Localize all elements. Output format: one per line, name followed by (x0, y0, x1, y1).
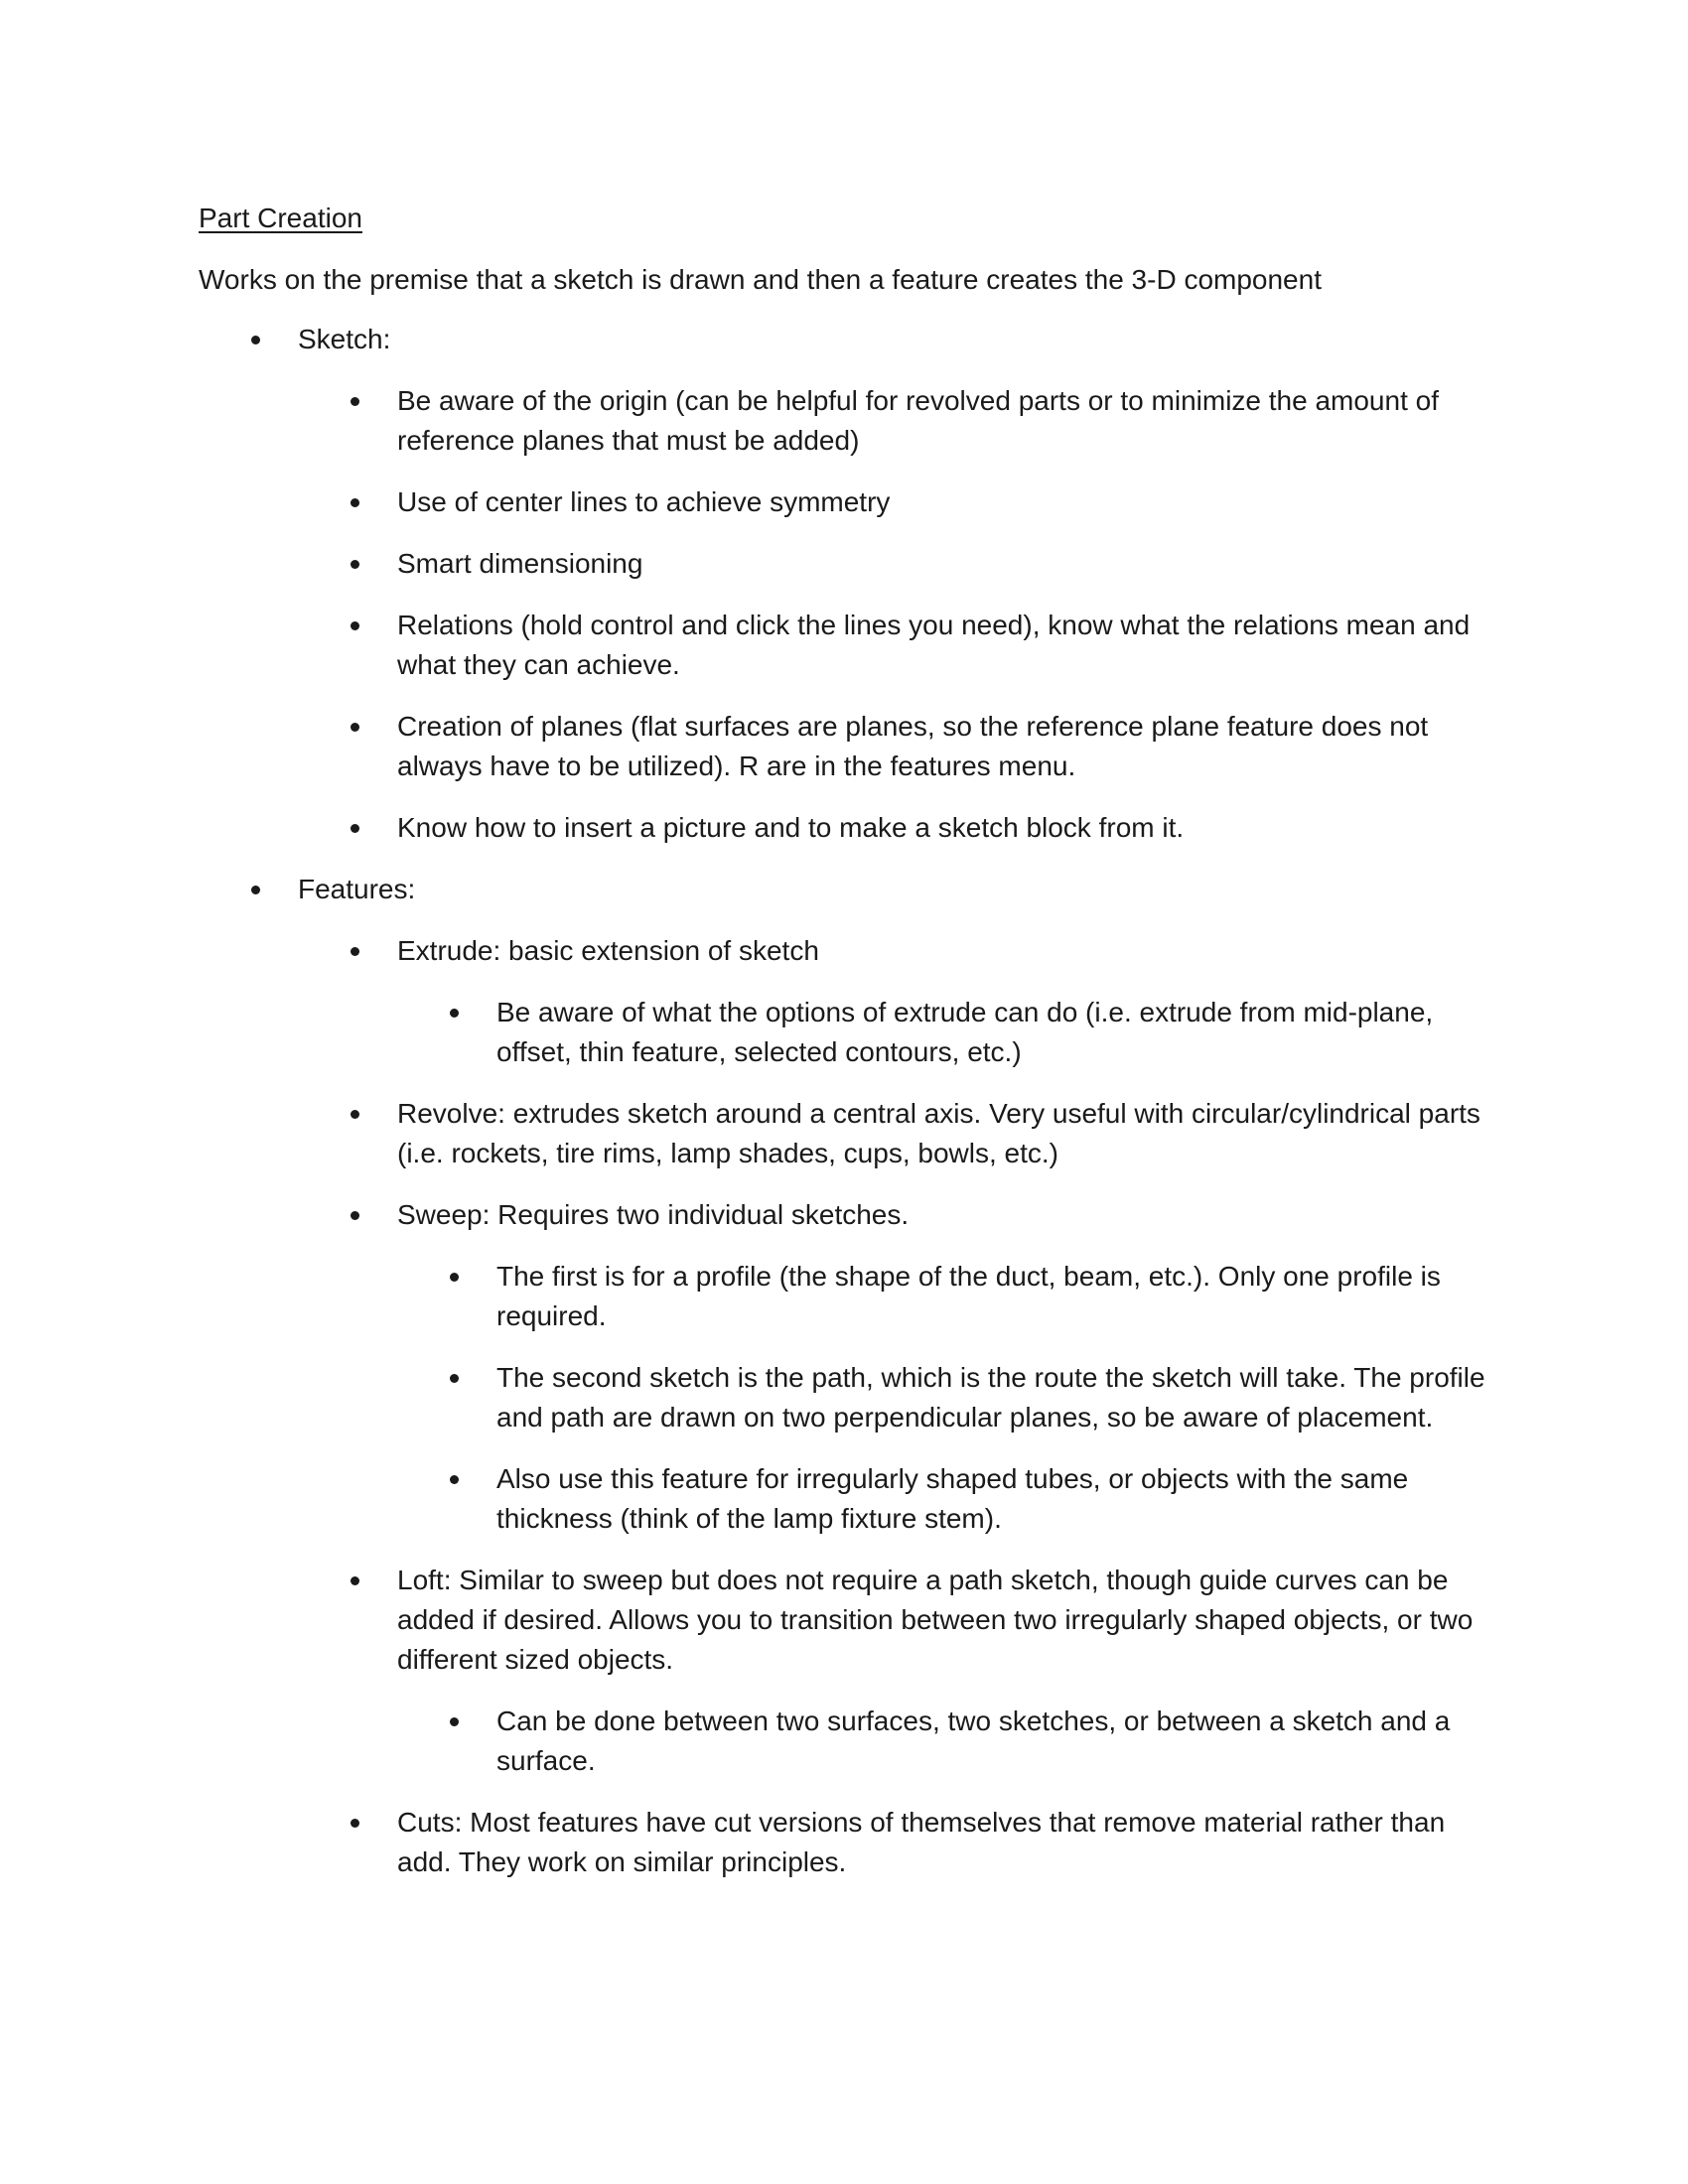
list-item-sketch (298, 320, 1489, 359)
bullet-icon (351, 723, 359, 732)
list-item-text: Cuts: Most features have cut versions of themselves that remove material rather than add. They work on similar principles. (397, 1807, 1446, 1877)
list-item-text: Use of center lines to achieve symmetry (397, 486, 891, 517)
bullet-icon (351, 621, 359, 630)
list-item-text: Be aware of what the options of extrude can do (i.e. extrude from mid-plane, offset, thin feature, selected contours, etc.) (496, 997, 1434, 1067)
bullet-icon (351, 824, 359, 833)
list-item-features (298, 870, 1489, 909)
bullet-icon (351, 1576, 359, 1585)
list-item-sketch-origin (397, 381, 1499, 461)
list-item-cuts (397, 1803, 1499, 1882)
bullet-icon (351, 1819, 359, 1828)
bullet-icon (351, 498, 359, 507)
list-item-text: Be aware of the origin (can be helpful for revolved parts or to minimize the amount of reference planes that must be added) (397, 385, 1439, 456)
list-item-extrude (397, 931, 1499, 971)
list-item-text: Relations (hold control and click the lines you need), know what the relations mean and what they can achieve. (397, 610, 1471, 680)
list-item-text: The second sketch is the path, which is the route the sketch will take. The profile and path are drawn on two perpendicular planes, so be aware of placement. (496, 1362, 1485, 1433)
list-item-label: Sketch: (298, 324, 391, 354)
bullet-icon (251, 336, 260, 344)
list-item-sweep-profile (496, 1257, 1499, 1336)
bullet-icon (450, 1374, 459, 1383)
list-item-revolve (397, 1094, 1499, 1173)
list-item-sketch-dimensioning (397, 544, 1499, 584)
list-item-sketch-planes (397, 707, 1499, 786)
list-item-sketch-picture (397, 808, 1499, 848)
bullet-icon (351, 397, 359, 406)
list-item-text: Sweep: Requires two individual sketches. (397, 1199, 910, 1230)
bullet-icon (251, 886, 260, 894)
bullet-icon (351, 560, 359, 569)
bullet-icon (450, 1717, 459, 1726)
list-item-text: Loft: Similar to sweep but does not require a path sketch, though guide curves can be added if desired. Allows you to transition between two irregularly shaped objects, or two different sized objects. (397, 1565, 1474, 1675)
list-item-text: Smart dimensioning (397, 548, 643, 579)
bullet-icon (450, 1009, 459, 1018)
list-item-sketch-relations (397, 606, 1499, 685)
list-item-sweep-path (496, 1358, 1499, 1437)
list-item-text: Creation of planes (flat surfaces are planes, so the reference plane feature does not always have to be utilized). R are in the features menu. (397, 711, 1429, 781)
bullet-icon (450, 1273, 459, 1282)
list-item-text: Know how to insert a picture and to make a sketch block from it. (397, 812, 1185, 843)
section-heading: Part Creation (199, 203, 362, 233)
intro-paragraph: Works on the premise that a sketch is drawn and then a feature creates the 3-D component (199, 264, 1322, 295)
list-item-sweep (397, 1195, 1499, 1235)
list-item-loft-surfaces (496, 1702, 1499, 1781)
list-item-loft (397, 1561, 1499, 1680)
list-item-sketch-centerlines (397, 482, 1499, 522)
bullet-icon (450, 1475, 459, 1484)
list-item-extrude-options (496, 993, 1499, 1072)
bullet-icon (351, 947, 359, 956)
list-item-label: Features: (298, 874, 416, 904)
bullet-icon (351, 1110, 359, 1119)
list-item-text: Also use this feature for irregularly shaped tubes, or objects with the same thickness (think of the lamp fixture stem). (496, 1463, 1409, 1534)
list-item-text: The first is for a profile (the shape of the duct, beam, etc.). Only one profile is required. (496, 1261, 1441, 1331)
list-item-text: Can be done between two surfaces, two sketches, or between a sketch and a surface. (496, 1706, 1451, 1776)
list-item-text: Extrude: basic extension of sketch (397, 935, 819, 966)
list-item-text: Revolve: extrudes sketch around a central axis. Very useful with circular/cylindrical parts (i.e. rockets, tire rims, lamp shades, cups, bowls, etc.) (397, 1098, 1480, 1168)
bullet-icon (351, 1211, 359, 1220)
list-item-sweep-tubes (496, 1459, 1499, 1539)
